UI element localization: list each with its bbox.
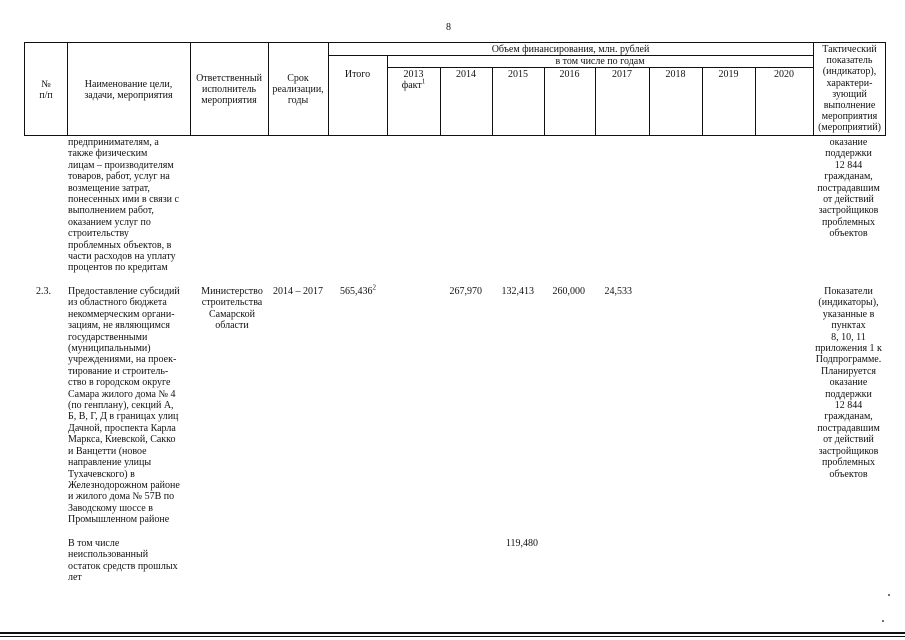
row-2-3-2016: 260,000 xyxy=(552,286,585,297)
header-indicator: Тактический показатель (индикатор), характери- зующий выполнение мероприятия (мероприятий) xyxy=(818,44,881,134)
scan-speck xyxy=(888,594,890,596)
header-year-2015: 2015 xyxy=(508,69,528,80)
header-name: Наименование цели, задачи, мероприятия xyxy=(84,79,173,101)
row-2-3-2017: 24,533 xyxy=(604,286,632,297)
header-year-2020: 2020 xyxy=(774,69,794,80)
header-financing: Объем финансирования, млн. рублей xyxy=(491,44,650,55)
header-year-2018: 2018 xyxy=(665,69,686,80)
row-2-3-number: 2.3. xyxy=(36,286,51,297)
row-2-3-name: Предоставление субсидий из областного бюджета некоммерческим органи- зациям, не являющимся государственными (муниципальными) учреждениями, на проек- тирование и строитель- ство в городском округе Самара жилого дома № 4 (по генплану), секций А, Б, В, Г, Д в границах улиц Дачной, проспекта Карла Маркса, Киевской, Сакко и Ванцетти (новое направление улицы Тухачевского) в Железнодорожном районе и жилого дома № 57В по Заводскому шоссе в Промышленном районе xyxy=(68,286,180,526)
row-2-3-2014: 267,970 xyxy=(449,286,482,297)
header-year-2013: 2013 факт$^1$ xyxy=(401,69,426,91)
row-continuation-indicator: оказание поддержки 12 844 гражданам, пострадавшим от действий застройщиков проблемных объектов xyxy=(817,137,880,240)
row-2-3-responsible: Министерство строительства Самарской области xyxy=(201,286,263,332)
scan-edge-line xyxy=(0,636,905,637)
row-2-3-term: 2014 – 2017 xyxy=(273,286,323,297)
row-2-3-indicator: Показатели (индикаторы), указанные в пунктах 8, 10, 11 приложения 1 к Подпрограмме. Планируется оказание поддержки 12 844 гражданам, пострадавшим от действий застройщиков проблемных объектов xyxy=(815,286,882,480)
table-header xyxy=(24,42,886,136)
header-year-2016: 2016 xyxy=(559,69,580,80)
header-year-2019: 2019 xyxy=(718,69,739,80)
row-2-3-2015: 132,413 xyxy=(501,286,534,297)
row-sub-name: В том числе неиспользованный остаток средств прошлых лет xyxy=(68,538,178,584)
header-year-2017: 2017 xyxy=(612,69,632,80)
header-term: Срок реализации, годы xyxy=(272,73,324,106)
scan-speck xyxy=(882,620,884,622)
header-responsible: Ответственный исполнитель мероприятия xyxy=(196,73,262,106)
header-by-years: в том числе по годам xyxy=(555,56,645,67)
header-year-2014: 2014 xyxy=(456,69,476,80)
row-continuation-name: предпринимателям, а также физическим лицам – производителям товаров, работ, услуг на возмещение затрат, понесенных ими в связи с выполнением работ, оказанием услуг по строительству проблемных объектов, в части расходов на уплату процентов по кредитам xyxy=(68,137,179,274)
row-sub-2015: 119,480 xyxy=(505,538,538,549)
page-number: 8 xyxy=(446,22,451,33)
scan-edge-line xyxy=(0,632,905,634)
header-total: Итого xyxy=(344,69,371,80)
row-2-3-total: 565,436$^2$ xyxy=(340,283,376,297)
header-no: № п/п xyxy=(39,79,53,101)
